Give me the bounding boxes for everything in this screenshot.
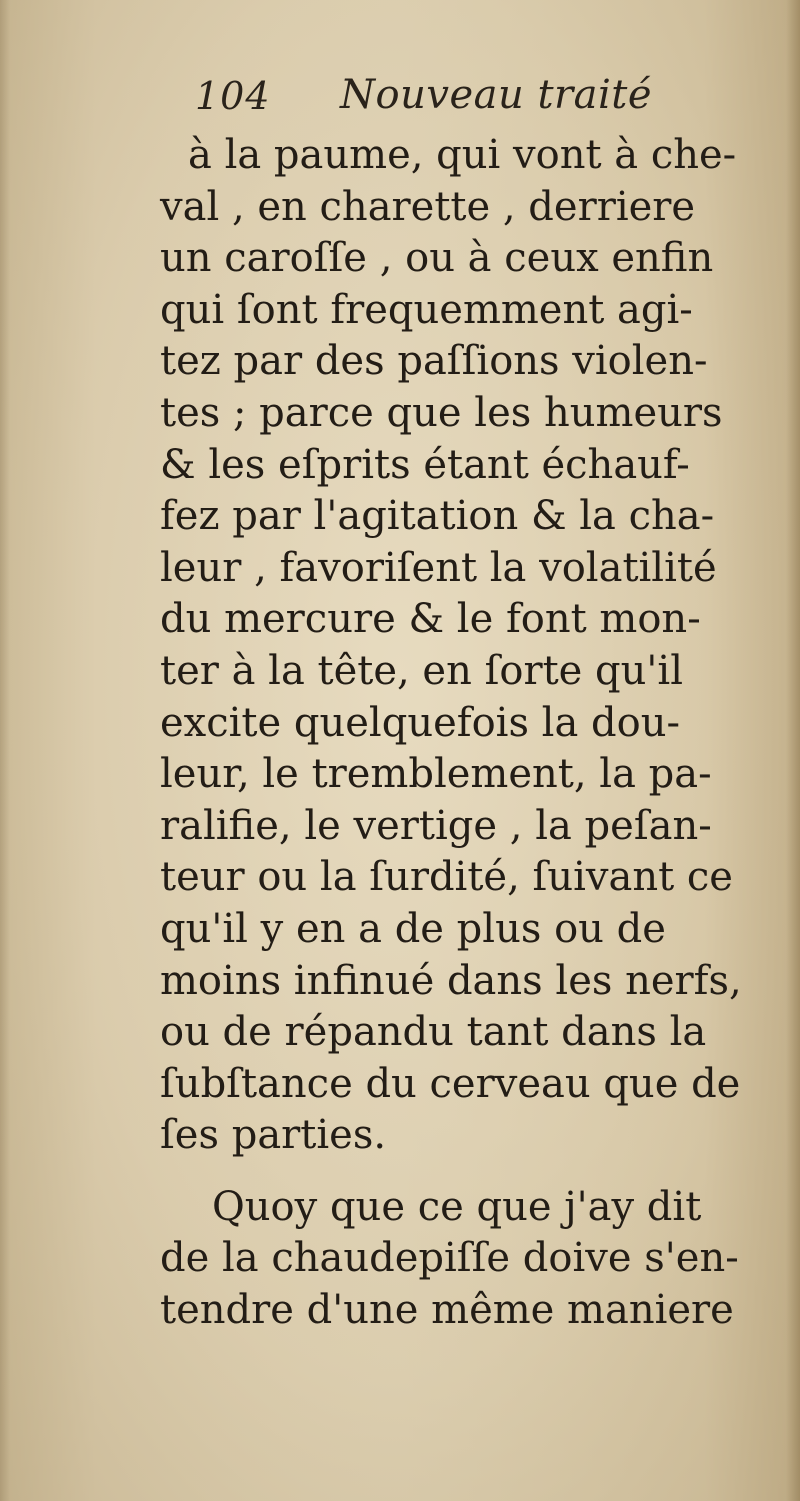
text-line: fez par l'agitation & la cha- — [160, 493, 715, 540]
text-line: tez par des paſſions violen- — [160, 338, 708, 385]
text-line: ralifie, le vertige , la peſan- — [160, 802, 712, 849]
text-line: à la paume, qui vont à che- — [188, 132, 737, 178]
body-text — [160, 130, 770, 1337]
text-line: tendre d'une même maniere — [160, 1287, 734, 1334]
text-line: du mercure & le font mon- — [160, 596, 701, 643]
text-line: val , en charette , derriere — [160, 183, 696, 230]
text-line: & les eſprits étant échauf- — [160, 441, 690, 488]
text-line: moins infinué dans les nerfs, — [160, 957, 742, 1004]
text-line: ou de répandu tant dans la — [160, 1009, 707, 1056]
page-right-edge — [786, 0, 800, 1501]
text-line: Quoy que ce que j'ay dit — [212, 1183, 702, 1230]
text-line: un caroſſe , ou à ceux enfin — [160, 235, 714, 282]
text-line: qui ſont frequemment agi- — [160, 286, 693, 333]
text-line: excite quelquefois la dou- — [160, 699, 680, 746]
running-head — [195, 72, 695, 128]
text-line: teur ou la ſurdité, ſuivant ce — [160, 854, 733, 901]
text-line: tes ; parce que les humeurs — [160, 389, 723, 436]
text-line: de la chaudepiſſe doive s'en- — [160, 1235, 739, 1282]
running-title: Nouveau traité — [340, 72, 653, 118]
page-left-shadow — [0, 0, 10, 1501]
text-line: ſes parties. — [160, 1112, 387, 1159]
text-line: qu'il y en a de plus ou de — [160, 905, 666, 952]
text-line: ter à la tête, en ſorte qu'il — [160, 647, 683, 694]
text-line: ſubſtance du cerveau que de — [160, 1060, 741, 1107]
text-line: leur , favoriſent la volatilité — [160, 544, 717, 591]
text-line: leur, le tremblement, la pa- — [160, 751, 712, 798]
page-number: 104 — [195, 74, 271, 118]
